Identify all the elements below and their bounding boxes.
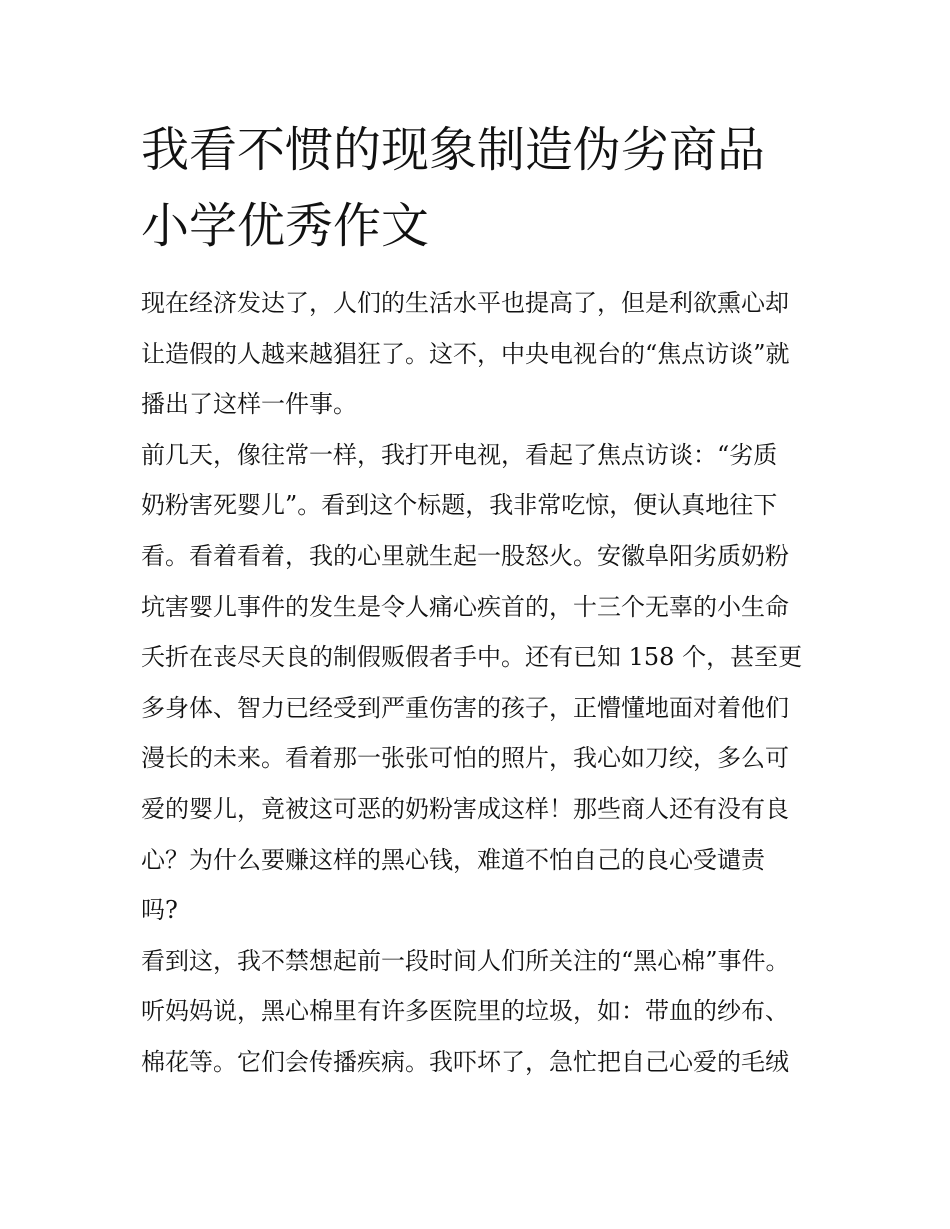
text-line: 爱的婴儿，竟被这可恶的奶粉害成这样！那些商人还有没有良 [141, 794, 789, 823]
text-line: 播出了这样一件事。 [141, 390, 357, 419]
text-line: 看。看着看着，我的心里就生起一股怒火。安徽阜阳劣质奶粉 [141, 541, 789, 570]
title-line: 小学优秀作文 [141, 198, 430, 254]
text-line: 看到这，我不禁想起前一段时间人们所关注的“黑心棉”事件。 [141, 946, 790, 975]
document-title [141, 112, 813, 264]
text-line: 漫长的未来。看着那一张张可怕的照片，我心如刀绞，多么可 [141, 744, 789, 773]
document-body [141, 278, 813, 1088]
title-line: 我看不惯的现象制造伪劣商品 [141, 122, 766, 178]
text-line: 心？为什么要赚这样的黑心钱，难道不怕自己的良心受谴责 [141, 845, 765, 874]
text-line: 奶粉害死婴儿”。看到这个标题，我非常吃惊，便认真地往下 [141, 491, 778, 520]
document-content [141, 112, 813, 1088]
paragraph [141, 936, 813, 1088]
text-line: 夭折在丧尽天良的制假贩假者手中。还有已知 158 个，甚至更 [141, 643, 803, 672]
text-line: 棉花等。它们会传播疾病。我吓坏了，急忙把自己心爱的毛绒 [141, 1047, 789, 1076]
text-line: 现在经济发达了，人们的生活水平也提高了，但是利欲熏心却 [141, 289, 789, 317]
text-line: 前几天，像往常一样，我打开电视，看起了焦点访谈：“劣质 [141, 440, 778, 469]
text-line: 吗? [141, 896, 178, 925]
text-line: 坑害婴儿事件的发生是令人痛心疾首的，十三个无辜的小生命 [141, 592, 789, 621]
text-line: 听妈妈说，黑心棉里有许多医院里的垃圾，如：带血的纱布、 [141, 997, 789, 1026]
text-line: 多身体、智力已经受到严重伤害的孩子，正懵懂地面对着他们 [141, 693, 789, 722]
paragraph [141, 278, 813, 430]
text-line: 让造假的人越来越猖狂了。这不，中央电视台的“焦点访谈”就 [141, 339, 790, 368]
paragraph [141, 430, 813, 936]
